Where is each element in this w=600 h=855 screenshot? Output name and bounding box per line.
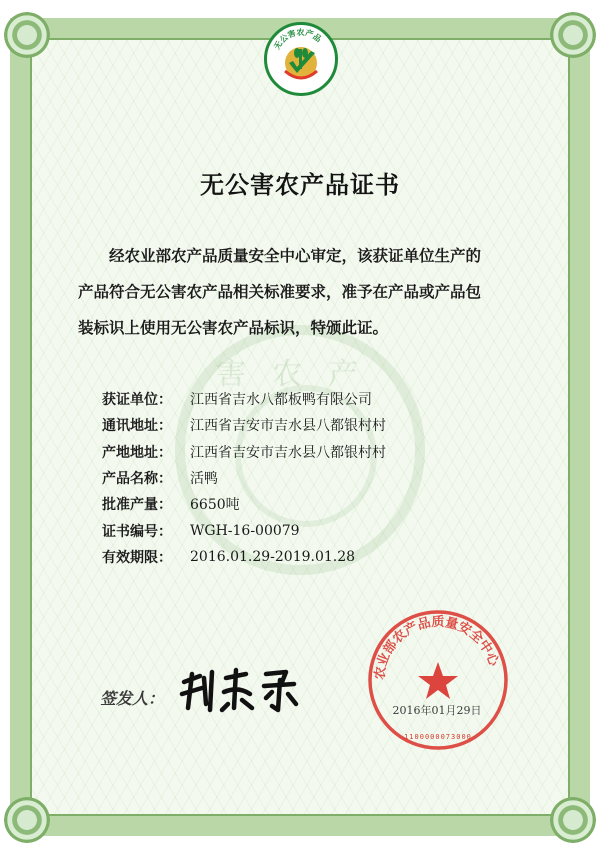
wheat-check-emblem-icon: [267, 25, 335, 93]
corner-ornament-icon: [550, 12, 596, 58]
certificate-statement: [78, 238, 528, 346]
logo-ring-text: 无公害农产品: [272, 27, 323, 52]
field-row-certificate-number: [102, 517, 386, 543]
handwritten-signature-icon: [176, 664, 316, 714]
field-label: 批准产量：: [102, 497, 172, 514]
field-value: 江西省吉水八都板鸭有限公司: [190, 392, 372, 409]
watermark-text: 害农产: [216, 357, 384, 392]
field-label: 证书编号：: [102, 523, 172, 540]
corner-ornament-icon: [4, 12, 50, 58]
signer-label: 签发人：: [100, 689, 165, 708]
field-value: WGH-16-00079: [190, 522, 300, 539]
field-row-approved-output: [102, 491, 386, 517]
field-row-validity-period: [102, 544, 386, 570]
certificate-fields: [102, 386, 386, 570]
seal-number: 1100000073000: [404, 733, 472, 741]
field-label: 获证单位：: [102, 392, 172, 409]
statement-line: 产品符合无公害农产品相关标准要求，准予在产品或产品包: [78, 283, 482, 301]
field-label: 有效期限：: [102, 549, 172, 566]
field-row-product-name: [102, 465, 386, 491]
corner-ornament-icon: [4, 797, 50, 843]
field-value: 活鸭: [190, 471, 218, 488]
field-value: 江西省吉安市吉水县八都银村村: [190, 418, 386, 435]
seal-ring-text: 农业部农产品质量安全中心: [372, 614, 502, 681]
pollution-free-logo: [264, 22, 338, 96]
field-label: 产地地址：: [102, 444, 172, 461]
field-row-mailing-address: [102, 412, 386, 438]
corner-ornament-icon: [550, 797, 596, 843]
field-value: 江西省吉安市吉水县八都银村村: [190, 444, 386, 461]
page-title: 无公害农产品证书: [200, 171, 400, 199]
field-label: 产品名称：: [102, 471, 172, 488]
field-value: 2016.01.29-2019.01.28: [190, 548, 356, 565]
statement-line: 经农业部农产品质量安全中心审定，该获证单位生产的: [109, 247, 482, 265]
statement-line: 装标识上使用无公害农产品标识，特颁此证。: [78, 319, 389, 337]
field-label: 通讯地址：: [102, 418, 172, 435]
seal-date: 2016年01月29日: [392, 704, 482, 717]
field-row-company: [102, 386, 386, 412]
official-seal-icon: [364, 606, 512, 754]
field-row-origin-address: [102, 439, 386, 465]
field-value: 6650吨: [190, 497, 240, 514]
